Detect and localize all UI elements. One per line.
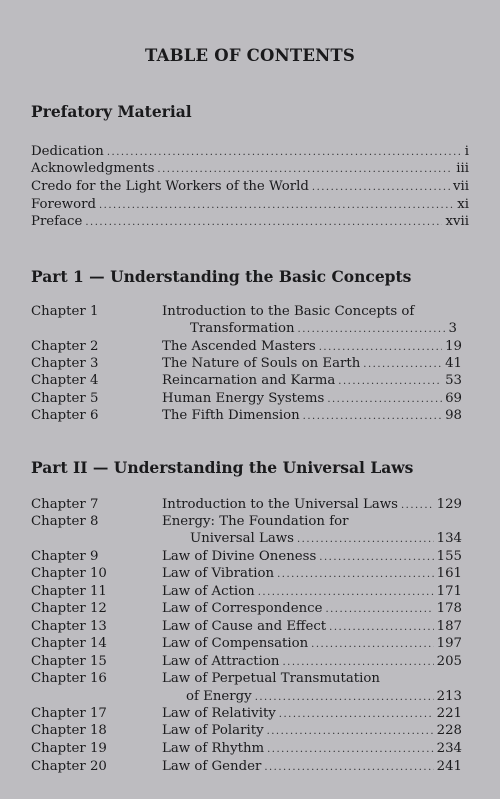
chapter-page: 19 [445,339,462,354]
chapter-number: Chapter 7 [31,497,99,512]
toc-entry [162,407,462,425]
chapter-page: 178 [436,601,462,616]
toc-entry [186,688,462,706]
leader-dots [325,601,433,618]
chapter-page: 98 [445,408,462,423]
leader-dots [298,321,446,338]
chapter-title: Reincarnation and Karma [162,373,336,388]
chapter-title: of Energy [186,689,252,704]
chapter-page: 41 [445,356,462,371]
leader-dots [267,723,434,740]
leader-dots [282,654,433,671]
chapter-number: Chapter 9 [31,549,99,564]
toc-entry [162,496,462,514]
chapter-title: Law of Vibration [162,566,275,581]
chapter-number: Chapter 8 [31,514,99,529]
toc-entry [162,565,462,583]
chapter-title-line1: Introduction to the Basic Concepts of [162,304,415,319]
leader-dots [329,619,433,636]
toc-entry [31,196,469,214]
chapter-title: Universal Laws [190,531,294,546]
leader-dots [258,584,434,601]
toc-entry [31,178,469,196]
leader-dots [255,689,434,706]
chapter-page: 205 [436,654,462,669]
chapter-number: Chapter 12 [31,601,107,616]
leader-dots [327,391,442,408]
leader-dots [311,636,433,653]
chapter-page: 69 [445,391,462,406]
leader-dots [303,408,442,425]
chapter-title: Law of Compensation [162,636,309,651]
chapter-title: The Fifth Dimension [162,408,300,423]
toc-entry [162,618,462,636]
toc-entry [162,635,462,653]
chapter-page: 187 [436,619,462,634]
toc-entry [190,320,457,338]
chapter-number: Chapter 14 [31,636,107,651]
leader-dots [319,549,433,566]
leader-dots [277,566,434,583]
chapter-number: Chapter 11 [31,584,107,599]
chapter-page: 241 [436,759,462,774]
leader-dots [338,373,442,390]
chapter-page: 221 [436,706,462,721]
leader-dots [279,706,434,723]
leader-dots [85,214,442,231]
chapter-page: 234 [436,741,462,756]
entry-page: vii [452,179,469,194]
leader-dots [363,356,442,373]
leader-dots [99,197,454,214]
toc-entry [162,338,462,356]
page-title: TABLE OF CONTENTS [145,46,355,65]
chapter-page: 161 [436,566,462,581]
section-heading-part2: Part II — Understanding the Universal Laws [31,458,414,477]
toc-entry [31,160,469,178]
chapter-title-line1: Energy: The Foundation for [162,514,349,529]
chapter-number: Chapter 15 [31,654,107,669]
chapter-number: Chapter 18 [31,723,107,738]
toc-entry [162,355,462,373]
chapter-number: Chapter 3 [31,356,99,371]
chapter-title-line1: Law of Perpetual Transmutation [162,671,380,686]
entry-page: xi [457,197,469,212]
chapter-title: Introduction to the Universal Laws [162,497,398,512]
chapter-title: Law of Polarity [162,723,264,738]
toc-entry [162,600,462,618]
chapter-page: 213 [436,689,462,704]
toc-entry [162,548,462,566]
leader-dots [264,759,433,776]
chapter-number: Chapter 2 [31,339,99,354]
leader-dots [319,339,442,356]
chapter-title: Law of Gender [162,759,262,774]
chapter-number: Chapter 17 [31,706,107,721]
chapter-page: 129 [436,497,462,512]
chapter-title: Law of Correspondence [162,601,323,616]
chapter-number: Chapter 13 [31,619,107,634]
chapter-title: Law of Rhythm [162,741,265,756]
chapter-number: Chapter 19 [31,741,107,756]
entry-page: xvii [445,214,469,229]
chapter-page: 134 [436,531,462,546]
toc-entry [162,705,462,723]
leader-dots [107,144,462,161]
entry-label: Foreword [31,197,96,212]
chapter-title: The Ascended Masters [162,339,316,354]
chapter-title: Law of Cause and Effect [162,619,327,634]
chapter-number: Chapter 1 [31,304,99,319]
leader-dots [267,741,433,758]
chapter-page: 171 [436,584,462,599]
chapter-page: 228 [436,723,462,738]
chapter-number: Chapter 5 [31,391,99,406]
toc-entry [31,213,469,231]
toc-entry [31,143,469,161]
chapter-title: Law of Divine Oneness [162,549,317,564]
toc-entry [162,390,462,408]
chapter-title: Law of Attraction [162,654,280,669]
toc-entry [162,722,462,740]
chapter-number: Chapter 6 [31,408,99,423]
chapter-title: Law of Action [162,584,255,599]
chapter-page: 3 [448,321,457,336]
chapter-title: Law of Relativity [162,706,276,721]
toc-entry [162,740,462,758]
chapter-title: Transformation [190,321,295,336]
chapter-number: Chapter 16 [31,671,107,686]
chapter-title: Human Energy Systems [162,391,325,406]
chapter-page: 53 [445,373,462,388]
leader-dots [297,531,434,548]
entry-page: i [464,144,469,159]
toc-entry [162,372,462,390]
chapter-number: Chapter 20 [31,759,107,774]
chapter-page: 197 [436,636,462,651]
section-heading-part1: Part 1 — Understanding the Basic Concepts [31,267,412,286]
leader-dots [401,497,434,514]
chapter-number: Chapter 10 [31,566,107,581]
section-heading-prefatory: Prefatory Material [31,102,192,121]
entry-label: Dedication [31,144,104,159]
entry-label: Preface [31,214,83,229]
toc-entry [162,758,462,776]
toc-entry [162,653,462,671]
chapter-title: The Nature of Souls on Earth [162,356,361,371]
leader-dots [312,179,450,196]
chapter-page: 155 [436,549,462,564]
entry-label: Acknowledgments [31,161,155,176]
entry-label: Credo for the Light Workers of the World [31,179,309,194]
toc-entry [162,583,462,601]
leader-dots [157,161,453,178]
chapter-number: Chapter 4 [31,373,99,388]
toc-entry [190,530,462,548]
entry-page: iii [456,161,469,176]
